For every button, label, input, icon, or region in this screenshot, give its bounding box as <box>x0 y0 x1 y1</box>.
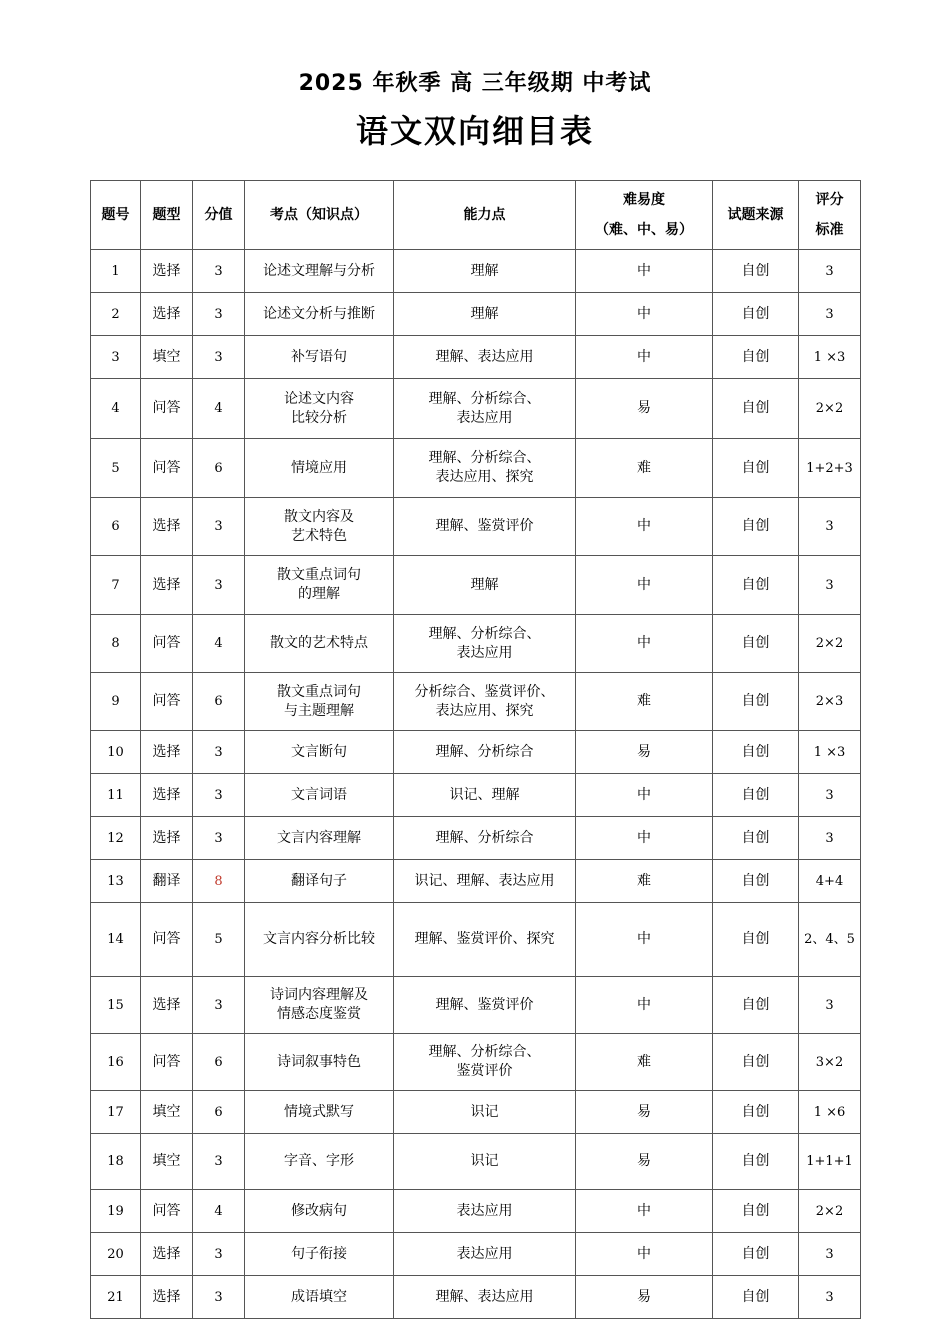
table-row <box>91 1134 861 1190</box>
cell-topic <box>245 1190 394 1233</box>
table-body <box>91 250 861 1319</box>
cell-standard: 3 <box>799 1276 861 1319</box>
cell-standard: 2×2 <box>799 379 861 439</box>
cell-ability <box>394 556 576 615</box>
exam-title: 2025 年秋季 高 三年级期 中考试 <box>298 71 652 96</box>
cell-topic-line: 字音、字形 <box>284 1153 354 1169</box>
cell-difficulty: 难 <box>576 673 713 731</box>
cell-score: 6 <box>193 673 245 731</box>
table-title: 语文双向细目表 <box>355 112 594 150</box>
cell-difficulty: 易 <box>576 379 713 439</box>
cell-source: 自创 <box>713 817 799 860</box>
cell-topic-line: 散文的艺术特点 <box>270 635 368 651</box>
cell-difficulty: 中 <box>576 774 713 817</box>
cell-no: 6 <box>91 498 141 556</box>
cell-type: 问答 <box>141 1190 193 1233</box>
cell-standard: 3 <box>799 817 861 860</box>
cell-source: 自创 <box>713 731 799 774</box>
cell-type: 问答 <box>141 903 193 977</box>
cell-standard: 2×2 <box>799 1190 861 1233</box>
cell-no: 16 <box>91 1034 141 1091</box>
cell-no: 10 <box>91 731 141 774</box>
table-row <box>91 977 861 1034</box>
header-difficulty-line2: （难、中、易） <box>595 222 693 238</box>
cell-difficulty: 中 <box>576 556 713 615</box>
cell-score: 3 <box>193 336 245 379</box>
cell-difficulty: 易 <box>576 1134 713 1190</box>
cell-type: 选择 <box>141 817 193 860</box>
cell-source: 自创 <box>713 498 799 556</box>
cell-no: 15 <box>91 977 141 1034</box>
cell-score: 8 <box>193 860 245 903</box>
cell-no: 19 <box>91 1190 141 1233</box>
cell-ability-line: 分析综合、鉴赏评价、 <box>414 683 555 700</box>
cell-standard: 3 <box>799 498 861 556</box>
cell-standard: 1+2+3 <box>799 439 861 498</box>
spec-table <box>90 180 861 1319</box>
cell-source: 自创 <box>713 1034 799 1091</box>
cell-topic-line: 句子衔接 <box>291 1245 347 1262</box>
header-standard-line2: 标准 <box>815 222 844 238</box>
cell-ability-line: 理解 <box>470 262 499 279</box>
cell-topic-line: 文言内容分析比较 <box>263 931 375 947</box>
cell-source: 自创 <box>713 903 799 977</box>
cell-type: 选择 <box>141 556 193 615</box>
cell-topic-line: 论述文内容 <box>284 390 354 407</box>
cell-source: 自创 <box>713 1190 799 1233</box>
cell-topic-line: 艺术特色 <box>291 527 347 544</box>
cell-source: 自创 <box>713 439 799 498</box>
cell-ability-line: 表达应用 <box>456 644 513 661</box>
cell-topic <box>245 379 394 439</box>
cell-standard: 3 <box>799 774 861 817</box>
cell-topic-line: 成语填空 <box>291 1288 347 1305</box>
cell-standard: 1+1+1 <box>799 1134 861 1190</box>
cell-ability <box>394 977 576 1034</box>
cell-topic-line: 诗词内容理解及 <box>270 987 368 1003</box>
cell-type: 翻译 <box>141 860 193 903</box>
cell-topic <box>245 860 394 903</box>
cell-type: 选择 <box>141 1233 193 1276</box>
table-row <box>91 250 861 293</box>
cell-difficulty: 中 <box>576 293 713 336</box>
cell-ability-line: 表达应用 <box>456 1202 513 1219</box>
cell-topic-line: 比较分析 <box>291 409 347 426</box>
cell-ability <box>394 498 576 556</box>
cell-standard: 3 <box>799 250 861 293</box>
header-standard-line1: 评分 <box>815 192 844 208</box>
table-row <box>91 860 861 903</box>
cell-type: 问答 <box>141 379 193 439</box>
cell-ability <box>394 1034 576 1091</box>
cell-standard: 2×3 <box>799 673 861 731</box>
cell-ability <box>394 1276 576 1319</box>
cell-ability <box>394 293 576 336</box>
header-difficulty-line1: 难易度 <box>623 192 665 208</box>
cell-ability-line: 理解、分析综合、 <box>428 1044 541 1060</box>
table-row <box>91 336 861 379</box>
cell-topic <box>245 1091 394 1134</box>
cell-topic <box>245 731 394 774</box>
cell-topic-line: 翻译句子 <box>291 872 347 889</box>
cell-topic <box>245 1034 394 1091</box>
cell-score: 4 <box>193 1190 245 1233</box>
table-row <box>91 556 861 615</box>
cell-difficulty: 中 <box>576 336 713 379</box>
cell-source: 自创 <box>713 379 799 439</box>
cell-ability-line: 理解、鉴赏评价 <box>435 518 534 534</box>
cell-type: 填空 <box>141 1134 193 1190</box>
cell-no: 9 <box>91 673 141 731</box>
cell-type: 选择 <box>141 293 193 336</box>
cell-ability <box>394 439 576 498</box>
cell-score: 4 <box>193 615 245 673</box>
cell-no: 4 <box>91 379 141 439</box>
cell-ability-line: 识记 <box>470 1103 499 1120</box>
cell-no: 3 <box>91 336 141 379</box>
cell-type: 选择 <box>141 731 193 774</box>
cell-ability-line: 理解、分析综合、 <box>428 625 541 642</box>
cell-score: 3 <box>193 293 245 336</box>
cell-ability-line: 理解、鉴赏评价 <box>435 996 534 1013</box>
cell-score: 5 <box>193 903 245 977</box>
cell-ability <box>394 774 576 817</box>
cell-ability-line: 理解、表达应用 <box>435 1288 534 1305</box>
cell-no: 17 <box>91 1091 141 1134</box>
cell-score: 3 <box>193 731 245 774</box>
cell-source: 自创 <box>713 1233 799 1276</box>
cell-ability-line: 表达应用 <box>456 409 513 426</box>
cell-ability-line: 理解、分析综合、 <box>428 450 541 466</box>
cell-score: 3 <box>193 774 245 817</box>
cell-ability-line: 识记、理解 <box>449 786 520 803</box>
cell-topic-line: 散文重点词句 <box>277 567 361 583</box>
cell-standard: 1 ×6 <box>799 1091 861 1134</box>
cell-topic-line: 散文内容及 <box>284 508 354 525</box>
table-row <box>91 774 861 817</box>
cell-score: 4 <box>193 379 245 439</box>
cell-difficulty: 难 <box>576 860 713 903</box>
cell-type: 问答 <box>141 673 193 731</box>
cell-no: 12 <box>91 817 141 860</box>
cell-difficulty: 中 <box>576 903 713 977</box>
cell-difficulty: 中 <box>576 498 713 556</box>
cell-type: 填空 <box>141 1091 193 1134</box>
cell-source: 自创 <box>713 673 799 731</box>
cell-topic-line: 文言词语 <box>291 786 347 803</box>
cell-no: 14 <box>91 903 141 977</box>
table-row <box>91 1276 861 1319</box>
cell-source: 自创 <box>713 977 799 1034</box>
cell-no: 2 <box>91 293 141 336</box>
cell-source: 自创 <box>713 615 799 673</box>
cell-topic-line: 散文重点词句 <box>277 683 361 700</box>
cell-no: 20 <box>91 1233 141 1276</box>
cell-type: 选择 <box>141 774 193 817</box>
header-source: 试题来源 <box>713 181 799 250</box>
cell-score: 3 <box>193 977 245 1034</box>
cell-standard: 1 ×3 <box>799 336 861 379</box>
cell-source: 自创 <box>713 1276 799 1319</box>
cell-difficulty: 易 <box>576 1091 713 1134</box>
cell-ability-line: 表达应用 <box>456 1245 513 1262</box>
cell-score: 3 <box>193 498 245 556</box>
cell-difficulty: 中 <box>576 1190 713 1233</box>
cell-difficulty: 难 <box>576 1034 713 1091</box>
header-row <box>91 181 861 250</box>
cell-difficulty: 中 <box>576 615 713 673</box>
cell-standard: 3 <box>799 556 861 615</box>
cell-no: 1 <box>91 250 141 293</box>
cell-ability <box>394 1091 576 1134</box>
table-row <box>91 379 861 439</box>
cell-topic <box>245 293 394 336</box>
cell-ability <box>394 1190 576 1233</box>
cell-difficulty: 中 <box>576 250 713 293</box>
cell-topic <box>245 439 394 498</box>
table-row <box>91 293 861 336</box>
cell-ability <box>394 615 576 673</box>
cell-score: 3 <box>193 250 245 293</box>
header-no: 题号 <box>91 181 141 250</box>
cell-source: 自创 <box>713 556 799 615</box>
cell-topic <box>245 1276 394 1319</box>
cell-difficulty: 易 <box>576 731 713 774</box>
table-row <box>91 615 861 673</box>
cell-ability <box>394 379 576 439</box>
cell-source: 自创 <box>713 1134 799 1190</box>
cell-difficulty: 中 <box>576 817 713 860</box>
cell-type: 选择 <box>141 977 193 1034</box>
cell-no: 7 <box>91 556 141 615</box>
cell-standard: 2、4、5 <box>799 903 861 977</box>
cell-standard: 1 ×3 <box>799 731 861 774</box>
cell-ability-line: 理解、分析综合 <box>435 743 534 760</box>
cell-difficulty: 中 <box>576 1233 713 1276</box>
cell-ability <box>394 817 576 860</box>
cell-ability-line: 鉴赏评价 <box>456 1063 513 1079</box>
cell-type: 问答 <box>141 1034 193 1091</box>
cell-type: 选择 <box>141 1276 193 1319</box>
header-ability: 能力点 <box>394 181 576 250</box>
cell-topic <box>245 673 394 731</box>
cell-standard: 3 <box>799 977 861 1034</box>
cell-topic <box>245 903 394 977</box>
cell-topic <box>245 556 394 615</box>
cell-difficulty: 中 <box>576 977 713 1034</box>
cell-source: 自创 <box>713 293 799 336</box>
cell-topic-line: 情境应用 <box>291 459 347 476</box>
cell-score: 6 <box>193 1091 245 1134</box>
cell-topic-line: 文言内容理解 <box>277 829 361 846</box>
cell-ability-line: 理解、分析综合 <box>435 829 534 846</box>
cell-difficulty: 难 <box>576 439 713 498</box>
cell-source: 自创 <box>713 1091 799 1134</box>
table-row <box>91 817 861 860</box>
cell-type: 填空 <box>141 336 193 379</box>
cell-topic <box>245 336 394 379</box>
cell-topic-line: 的理解 <box>298 586 340 602</box>
cell-topic-line: 情境式默写 <box>284 1103 354 1120</box>
cell-topic-line: 情感态度鉴赏 <box>277 1006 361 1022</box>
cell-type: 选择 <box>141 498 193 556</box>
cell-ability-line: 理解、分析综合、 <box>428 390 541 407</box>
cell-type: 选择 <box>141 250 193 293</box>
cell-ability <box>394 336 576 379</box>
cell-topic-line: 修改病句 <box>291 1202 347 1219</box>
cell-topic-line: 补写语句 <box>291 348 347 365</box>
header-difficulty <box>576 181 713 250</box>
cell-score: 6 <box>193 1034 245 1091</box>
cell-ability <box>394 250 576 293</box>
table-row <box>91 1034 861 1091</box>
cell-topic-line: 文言断句 <box>291 743 347 760</box>
table-row <box>91 1190 861 1233</box>
cell-topic <box>245 977 394 1034</box>
cell-type: 问答 <box>141 439 193 498</box>
cell-source: 自创 <box>713 860 799 903</box>
cell-ability <box>394 1134 576 1190</box>
cell-ability-line: 表达应用、探究 <box>435 469 534 485</box>
cell-ability <box>394 673 576 731</box>
cell-score: 3 <box>193 1134 245 1190</box>
cell-ability-line: 表达应用、探究 <box>435 702 534 719</box>
cell-standard: 3 <box>799 293 861 336</box>
table-row <box>91 903 861 977</box>
header-topic: 考点（知识点） <box>245 181 394 250</box>
cell-no: 21 <box>91 1276 141 1319</box>
cell-score: 3 <box>193 1276 245 1319</box>
cell-score: 3 <box>193 556 245 615</box>
cell-score: 3 <box>193 817 245 860</box>
cell-type: 问答 <box>141 615 193 673</box>
table-row <box>91 439 861 498</box>
cell-topic <box>245 817 394 860</box>
cell-topic-line: 与主题理解 <box>284 702 354 719</box>
table-row <box>91 1233 861 1276</box>
table-row <box>91 673 861 731</box>
header-standard <box>799 181 861 250</box>
cell-ability-line: 识记 <box>470 1153 499 1169</box>
cell-ability <box>394 731 576 774</box>
header-type: 题型 <box>141 181 193 250</box>
cell-ability-line: 理解 <box>470 576 499 593</box>
cell-no: 11 <box>91 774 141 817</box>
table-row <box>91 731 861 774</box>
cell-topic-line: 论述文分析与推断 <box>263 305 375 322</box>
table-row <box>91 498 861 556</box>
cell-standard: 3×2 <box>799 1034 861 1091</box>
cell-ability-line: 理解、鉴赏评价、探究 <box>414 931 555 947</box>
cell-source: 自创 <box>713 250 799 293</box>
cell-no: 18 <box>91 1134 141 1190</box>
cell-standard: 4+4 <box>799 860 861 903</box>
cell-no: 5 <box>91 439 141 498</box>
cell-ability-line: 理解、表达应用 <box>435 348 534 365</box>
cell-topic <box>245 774 394 817</box>
cell-topic <box>245 1233 394 1276</box>
cell-ability-line: 识记、理解、表达应用 <box>414 872 555 889</box>
cell-topic <box>245 1134 394 1190</box>
cell-topic-line: 诗词叙事特色 <box>277 1053 361 1070</box>
cell-topic <box>245 250 394 293</box>
cell-score: 3 <box>193 1233 245 1276</box>
cell-topic <box>245 615 394 673</box>
cell-ability <box>394 903 576 977</box>
cell-no: 13 <box>91 860 141 903</box>
cell-source: 自创 <box>713 774 799 817</box>
cell-topic <box>245 498 394 556</box>
cell-difficulty: 易 <box>576 1276 713 1319</box>
header-score: 分值 <box>193 181 245 250</box>
cell-ability-line: 理解 <box>470 305 499 322</box>
cell-no: 8 <box>91 615 141 673</box>
cell-standard: 3 <box>799 1233 861 1276</box>
cell-topic-line: 论述文理解与分析 <box>263 262 375 279</box>
cell-ability <box>394 1233 576 1276</box>
cell-score: 6 <box>193 439 245 498</box>
cell-standard: 2×2 <box>799 615 861 673</box>
cell-source: 自创 <box>713 336 799 379</box>
cell-ability <box>394 860 576 903</box>
table-row <box>91 1091 861 1134</box>
